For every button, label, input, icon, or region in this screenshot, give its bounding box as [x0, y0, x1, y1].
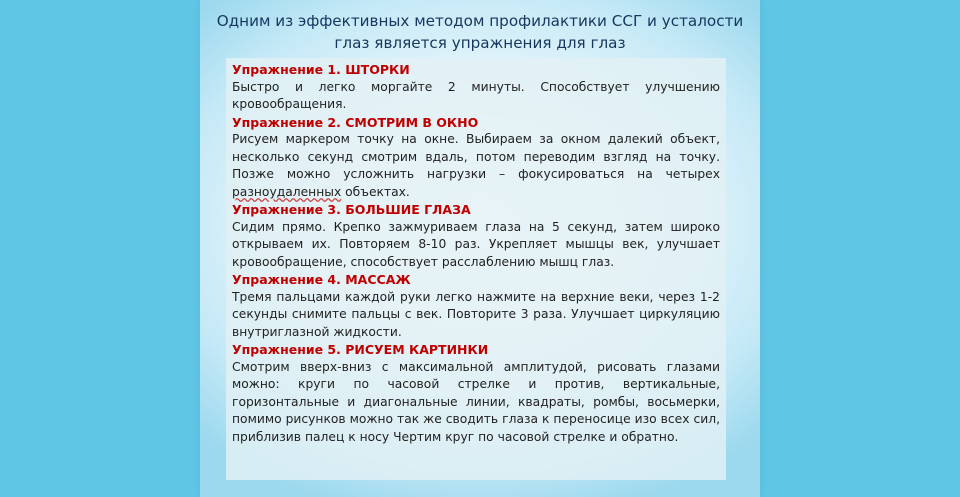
exercise-5-text: Смотрим вверх-вниз с максимальной амплитудой, рисовать глазами можно: круги по часовой стрелке и против, вертикальные, горизонтальные и диагональные линии, квадраты, ромбы, восьмерки, помимо рисунков можно так же сводить глаза к переносице изо всех сил, приблизив палец к носу Чертим круг по часовой стрелке и обратно. — [232, 359, 720, 444]
exercise-4 — [232, 272, 720, 341]
exercise-3 — [232, 202, 720, 271]
exercise-5-title: Упражнение 5. РИСУЕМ КАРТИНКИ — [232, 342, 489, 357]
exercise-1-text: Быстро и легко моргайте 2 минуты. Способствует улучшению кровообращения. — [232, 79, 720, 111]
exercise-3-text: Сидим прямо. Крепко зажмуриваем глаза на 5 секунд, затем широко открываем их. Повторяем 8-10 раз. Укрепляет мышцы век, улучшает кровообращение, способствует расслаблению мышц глаз. — [232, 219, 720, 269]
exercise-4-title: Упражнение 4. МАССАЖ — [232, 272, 411, 287]
exercise-1 — [232, 62, 720, 114]
exercise-2 — [232, 115, 720, 202]
exercise-2-text-start: Рисуем маркером точку на окне. Выбираем за окном далекий объект, несколько секунд смотрим вдаль, потом переводим взгляд на точку. Позже можно усложнить нагрузки – фокусироваться на четырех — [232, 132, 720, 181]
exercise-5 — [232, 342, 720, 446]
exercise-3-title: Упражнение 3. БОЛЬШИЕ ГЛАЗА — [232, 202, 471, 217]
exercise-panel — [226, 58, 726, 480]
exercise-1-title: Упражнение 1. ШТОРКИ — [232, 62, 410, 77]
slide-title-line-1: Одним из эффективных методом профилактики ССГ и усталости — [216, 12, 744, 30]
slide-title-line-2: глаз является упражнения для глаз — [334, 34, 626, 52]
exercise-2-text — [232, 131, 720, 201]
slide — [200, 0, 760, 497]
spellcheck-underlined-word: разноудаленных — [232, 184, 342, 199]
slide-title — [200, 10, 760, 54]
exercise-4-text: Тремя пальцами каждой руки легко нажмите на верхние веки, через 1-2 секунды снимите пальцы с век. Повторите 3 раза. Улучшает циркуляцию внутриглазной жидкости. — [232, 289, 720, 339]
exercise-2-text-end: объектах. — [341, 184, 410, 199]
exercise-2-title: Упражнение 2. СМОТРИМ В ОКНО — [232, 114, 479, 130]
